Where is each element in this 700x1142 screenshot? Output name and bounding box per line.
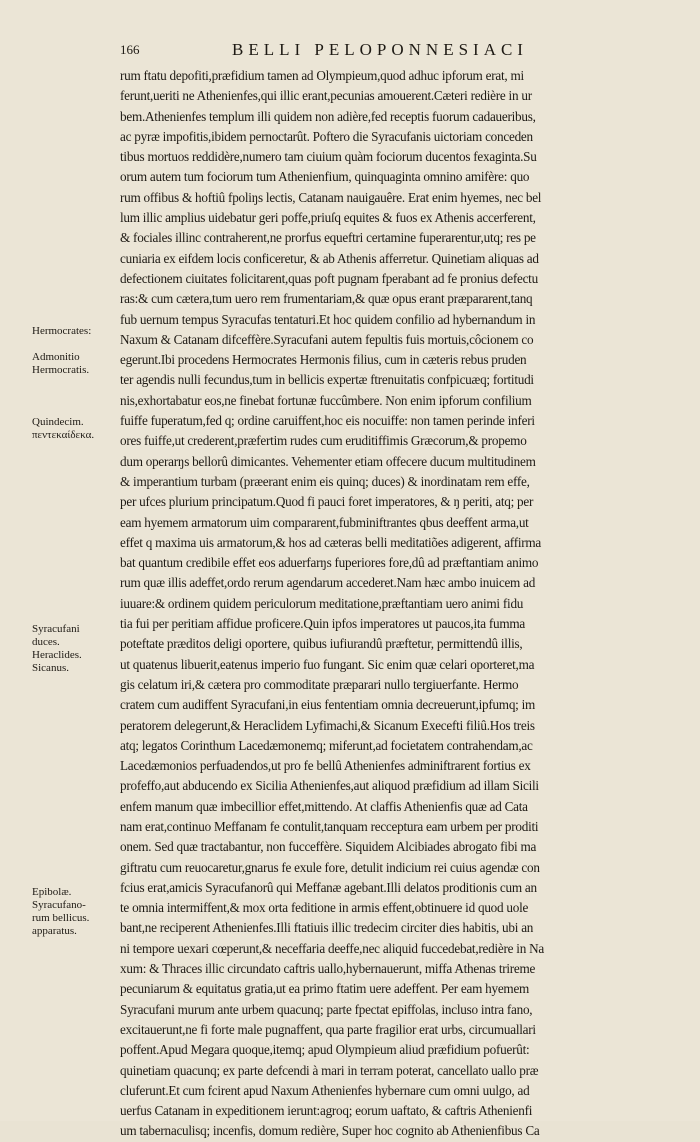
body-text — [120, 66, 682, 1142]
margin-note-line: Syracufano- — [32, 899, 86, 911]
text-line: egerunt.Ibi procedens Hermocrates Hermonis filius, cum in cæteris rebus pruden — [120, 352, 527, 368]
text-line: giftratu cum reuocaretur,gnarus fe exule fore, detulit indicium rei cuius agendæ con — [120, 859, 540, 875]
margin-note-line: Hermocrates: — [32, 325, 92, 337]
text-line: poffent.Apud Megara quoque,itemq; apud Olympieum aliud præfidium pofuerût: — [120, 1042, 530, 1058]
page-number: 166 — [120, 42, 140, 57]
text-line: tibus mortuos reddidère,numero tam ciuium quàm fociorum ducentos fexaginta.Su — [120, 149, 537, 165]
text-line: nis,exhortabatur eos,ne finebat fortunæ fuccûmbere. Non enim ipforum confilium — [120, 392, 532, 408]
text-line: ac pyræ impofitis,ibidem pernoctarût. Poftero die Syracufanis uictoriam conceden — [120, 128, 533, 144]
margin-note-line: Heraclides. — [32, 649, 82, 661]
text-line: peratorem delegerunt,& Heraclidem Lyfimachi,& Sicanum Execefti filiû.Hos treis — [120, 717, 535, 733]
margin-note-line: Admonitio — [32, 351, 80, 363]
text-line: cuniaria ex eifdem locis conficeretur, & ab Athenis afferretur. Quinetiam aliquas ad — [120, 250, 539, 266]
text-line: ut quatenus libuerit,eatenus imperio fuo fungant. Sic enim quæ celari oporteret,ma — [120, 656, 535, 672]
margin-note-quindecim — [32, 416, 118, 442]
margin-note-hermocrates — [32, 325, 118, 338]
text-line: bem.Athenienfes templum illi quidem non adière,fed receptis fuorum cadaueribus, — [120, 108, 536, 124]
text-line: fuiffe fuperatum,fed q; ordine caruiffent,hoc eis nocuiffe: non tamen perinde inferi — [120, 413, 535, 429]
text-line: rum offibus & hoftiû fpoliŋs lectis, Catanam nauigauêre. Erat enim hyemes, nec bel — [120, 189, 542, 205]
text-line: ores fuiffe,ut crederent,præfertim rudes cum eruditiffimis Græcorum,& propemo — [120, 433, 527, 449]
margin-note-line: Sicanus. — [32, 662, 69, 674]
text-line: Syracufani murum ante urbem quacunq; parte fpectat epiffolas, incluso intra fano, — [120, 1001, 533, 1017]
text-line: ter agendis nulli fecundus,tum in bellicis expertæ ftrenuitatis confpicuæq; fortitudi — [120, 372, 534, 388]
text-line: dum operarŋs bellorû dimicantes. Vehementer etiam offecere ducum multitudinem — [120, 453, 536, 469]
text-line: iuuare:& ordinem quidem periculorum meditatione,præftantiam uero animi fidu — [120, 595, 524, 611]
text-line: xum: & Thraces illic circundato caftris uallo,hybernauerunt, miffa Athenas trireme — [120, 961, 536, 977]
text-line: uerfus Catanam in expeditionem ierunt:agroq; eorum uaftato, & caftris Athenienfi — [120, 1103, 533, 1119]
margin-note-duces — [32, 623, 118, 675]
text-line: tia fui per peritiam affidue proficere.Quin ipfos imperatores ut paucos,ita fumma — [120, 616, 526, 632]
text-line: profeffo,aut abducendo ex Sicilia Athenienfes,aut aliquod præfidium ad illam Sicili — [120, 778, 539, 794]
text-line: per ufces plurium principatum.Quod fi pauci foret imperatores, & ŋ periti, atq; per — [120, 494, 534, 510]
text-line: effet q maxima uis armatorum,& hos ad cæteras belli meditatiões adigerent, affirma — [120, 534, 542, 550]
text-line: quinetiam quacunq; ex parte defcendi à mari in terram poterat, cancellato uallo præ — [120, 1062, 539, 1078]
text-line: enfem manum quæ imbecillior effet,mittendo. At claffis Athenienfis quæ ad Cata — [120, 798, 528, 814]
text-line: Naxum & Catanam difceffère.Syracufani autem fepultis fuis mortuis,côcionem co — [120, 331, 534, 347]
margin-note-line: duces. — [32, 636, 60, 648]
margin-note-line: apparatus. — [32, 925, 77, 937]
margin-note-epibolae — [32, 886, 118, 938]
text-line: excitauerunt,ne fi forte male pugnaffent, qua parte fragilior erat urbs, circumuallari — [120, 1021, 536, 1037]
text-line: fcius erat,amicis Syracufanorû qui Meffanæ agebant.Illi delatos proditionis cum an — [120, 879, 537, 895]
text-line: & imperantium turbam (præerant enim eis quinq; duces) & inordinatam rem effe, — [120, 473, 530, 489]
text-line: Lacedæmonios perfuadendos,ut pro fe bellû Athenienfes adminiftrarent fortius ex — [120, 758, 531, 774]
text-line: te omnia intermiffent,& mox orta feditione in armis effent,obtinuere id quod uole — [120, 900, 529, 916]
text-line: bat quantum credibile effet eos aduerfarŋs fuperiores fore,dû ad præftantiam animo — [120, 555, 539, 571]
margin-note-line: πεντεκαίδεκα. — [32, 429, 95, 441]
text-line: bant,ne reciperent Athenienfes.Illi ftatiuis illic tredecim circiter dies habitis, ubi an — [120, 920, 534, 936]
text-line: atq; legatos Corinthum Lacedæmonemq; miferunt,ad focietatem contrahendam,ac — [120, 737, 533, 753]
margin-note-admonitio — [32, 351, 118, 377]
margin-note-line: Hermocratis. — [32, 364, 90, 376]
text-line: eam hyemem armatorum uim compararent,fubminiftrantes qbus deeffent arma,ut — [120, 514, 529, 530]
text-line: lum illic amplius uidebatur geri poffe,priuſq equites & fuos ex Athenis accerferent, — [120, 210, 536, 226]
text-line: cratem cum audiffent Syracufani,in eius fententiam omnia decreuerunt,ipfumq; im — [120, 697, 536, 713]
text-line: ras:& cum cætera,tum uero rem frumentariam,& quæ opus erant præpararent,tanq — [120, 291, 533, 307]
text-line: rum quæ illis adeffet,ordo rerum agendarum accederet.Nam hæc ambo inuicem ad — [120, 575, 536, 591]
text-line: ni tempore uexari cœperunt,& neceffaria deeffe,nec aliquid fuccedebat,redière in Na — [120, 940, 544, 956]
text-line: cluferunt.Et cum fcirent apud Naxum Athenienfes hybernare cum omni uulgo, ad — [120, 1082, 530, 1098]
text-line: nam erat,continuo Meffanam fe contulit,tanquam recceptura eam urbem per proditi — [120, 818, 539, 834]
margin-note-line: Epibolæ. — [32, 886, 72, 898]
text-line: rum ftatu depofiti,præfidium tamen ad Olympieum,quod adhuc ipforum erat, mi — [120, 68, 524, 83]
page-header — [120, 40, 680, 66]
text-line: orum autem tum fociorum tum Athenienfium, quinquaginta omnino amifère: quo — [120, 169, 530, 185]
text-line: poteftate præditos deligi oportere, quibus iufiurandû præftetur, permittendû illis, — [120, 636, 523, 652]
margin-note-line: rum bellicus. — [32, 912, 90, 924]
running-title: BELLI PELOPONNESIACI — [232, 40, 528, 59]
text-line: um tabernaculisq; incenfis, domum redière, Super hoc cognito ab Athenienfibus Ca — [120, 1123, 540, 1139]
text-line: & fociales illinc contraherent,ne prorfus equeftri certamine fuperarentur,utq; res pe — [120, 230, 536, 246]
text-line: ferunt,ueriti ne Athenienfes,qui illic erant,pecunias amouerent.Cæteri redière in ur — [120, 88, 532, 104]
text-line: pecuniarum & equitatus gratia,ut ea primo ftatim uere adeffent. Per eam hyemem — [120, 981, 530, 997]
text-line: fub uernum tempus Syracufas tentaturi.Et hoc quidem confilio ad hybernandum in — [120, 311, 536, 327]
text-line: defectionem ciuitates folicitarent,quas poft pugnam fperabant ad fe pronius defectu — [120, 270, 538, 286]
text-line: gis celatum iri,& cætera pro commoditate præparari nullo tergiuerfante. Hermo — [120, 676, 519, 692]
text-line: onem. Sed quæ tractabantur, non fucceffère. Siquidem Alcibiades abrogato fibi ma — [120, 839, 537, 855]
margin-note-line: Quindecim. — [32, 416, 84, 428]
margin-note-line: Syracufani — [32, 623, 80, 635]
